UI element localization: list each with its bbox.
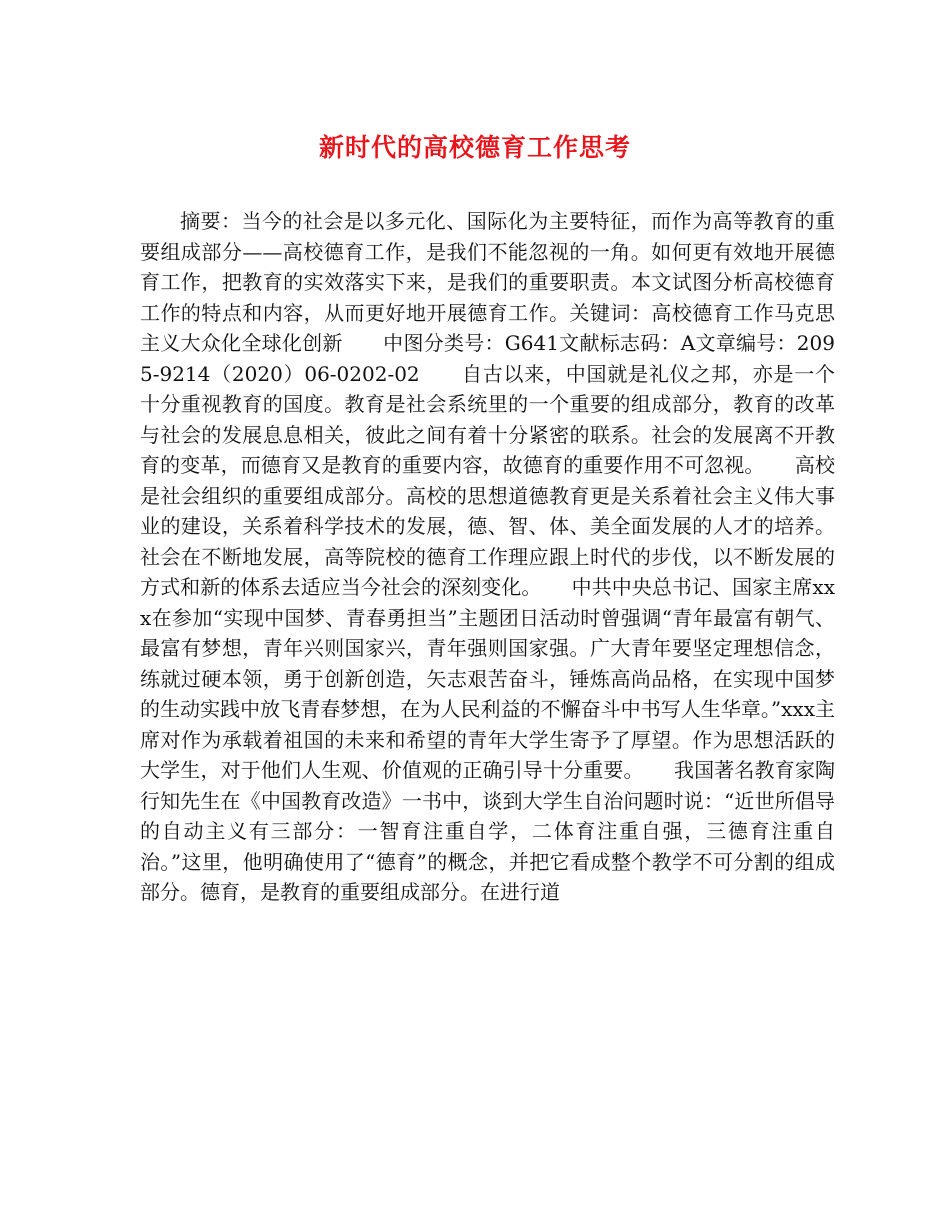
- document-title: 新时代的高校德育工作思考: [318, 133, 631, 162]
- document-body: 摘要：当今的社会是以多元化、国际化为主要特征，而作为高等教育的重要组成部分——高校德育工作，是我们不能忽视的一角。如何更有效地开展德育工作，把教育的实效落实下来，是我们的重要职责。本文试图分析高校德育工作的特点和内容，从而更好地开展德育工作。关键词：高校德育工作马克思主义大众化全球化创新 中图分类号：G641文献标志码：A文章编号：2095-9214（2020）06-0202-02 自古以来，中国就是礼仪之邦，亦是一个十分重视教育的国度。教育是社会系统里的一个重要的组成部分，教育的改革与社会的发展息息相关，彼此之间有着十分紧密的联系。社会的发展离不开教育的变革，而德育又是教育的重要内容，故德育的重要作用不可忽视。 高校是社会组织的重要组成部分。高校的思想道德教育更是关系着社会主义伟大事业的建设，关系着科学技术的发展，德、智、体、美全面发展的人才的培养。社会在不断地发展，高等院校的德育工作理应跟上时代的步伐，以不断发展的方式和新的体系去适应当今社会的深刻变化。 中共中央总书记、国家主席xxx在参加“实现中国梦、青春勇担当”主题团日活动时曾强调“青年最富有朝气、最富有梦想，青年兴则国家兴，青年强则国家强。广大青年要坚定理想信念，练就过硬本领，勇于创新创造，矢志艰苦奋斗，锤炼高尚品格，在实现中国梦的生动实践中放飞青春梦想，在为人民利益的不懈奋斗中书写人生华章。”xxx主席对作为承载着祖国的未来和希望的青年大学生寄予了厚望。作为思想活跃的大学生，对于他们人生观、价值观的正确引导十分重要。 我国著名教育家陶行知先生在《中国教育改造》一书中，谈到大学生自治问题时说：“近世所倡导的自动主义有三部分：一智育注重自学，二体育注重自强，三德育注重自治。”这里，他明确使用了“德育”的概念，并把它看成整个教学不可分割的组成部分。德育，是教育的重要组成部分。在进行道: [140, 209, 835, 904]
